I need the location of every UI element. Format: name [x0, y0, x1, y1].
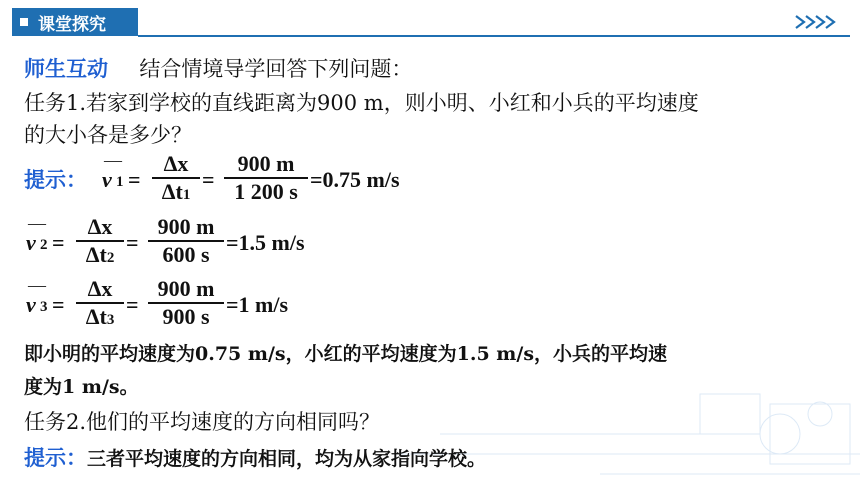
interaction-tag: 师生互动 [24, 57, 108, 81]
header-rule [138, 35, 850, 37]
summary-line2: 度为1 m/s。 [24, 376, 139, 398]
hint2-label: 提示： [24, 446, 87, 470]
eq1-result: =0.75 m/s [310, 167, 400, 192]
hint-label: 提示： [24, 168, 87, 192]
eq2-fraction-values: 900 m 600 s [148, 215, 224, 267]
intro-line [24, 54, 412, 84]
section-title: 课堂探究 [38, 14, 106, 35]
eq2-fraction-delta: Δx Δt2 [76, 215, 124, 270]
section-header [0, 0, 860, 44]
hint2-line [24, 443, 486, 474]
eq1-fraction-values: 900 m 1 200 s [224, 152, 308, 204]
task2-line: 任务2.他们的平均速度的方向相同吗？ [24, 410, 381, 434]
intro-text: 结合情境导学回答下列问题： [139, 57, 413, 81]
eq3-fraction-delta: Δx Δt3 [76, 277, 124, 332]
eq1-sub: 1 [116, 174, 124, 190]
section-tab [12, 8, 138, 36]
equation-1: — v 1 = Δx Δt1 = 900 m 1 200 s =0.75 m/s [100, 150, 420, 210]
eq1-fraction-delta: Δx Δt1 [152, 152, 200, 207]
eq3-fraction-values: 900 m 900 s [148, 277, 224, 329]
eq2-result: =1.5 m/s [226, 230, 305, 255]
eq1-var: v [102, 167, 112, 192]
square-bullet-icon [20, 18, 28, 26]
equation-2: — v 2 = Δx Δt2 = 900 m 600 s =1.5 m/s [24, 213, 344, 273]
task1-line1: 任务1.若家到学校的直线距离为900 m，则小明、小红和小兵的平均速度 [24, 91, 699, 115]
chevron-right-icon [794, 14, 838, 30]
eq3-result: =1 m/s [226, 292, 289, 317]
summary-line1: 即小明的平均速度为0.75 m/s，小红的平均速度为1.5 m/s，小兵的平均速 [24, 343, 668, 365]
task1-line2: 的大小各是多少？ [24, 123, 192, 147]
equation-3: — v 3 = Δx Δt3 = 900 m 900 s =1 m/s [24, 275, 344, 335]
hint2-text: 三者平均速度的方向相同，均为从家指向学校。 [87, 448, 487, 470]
